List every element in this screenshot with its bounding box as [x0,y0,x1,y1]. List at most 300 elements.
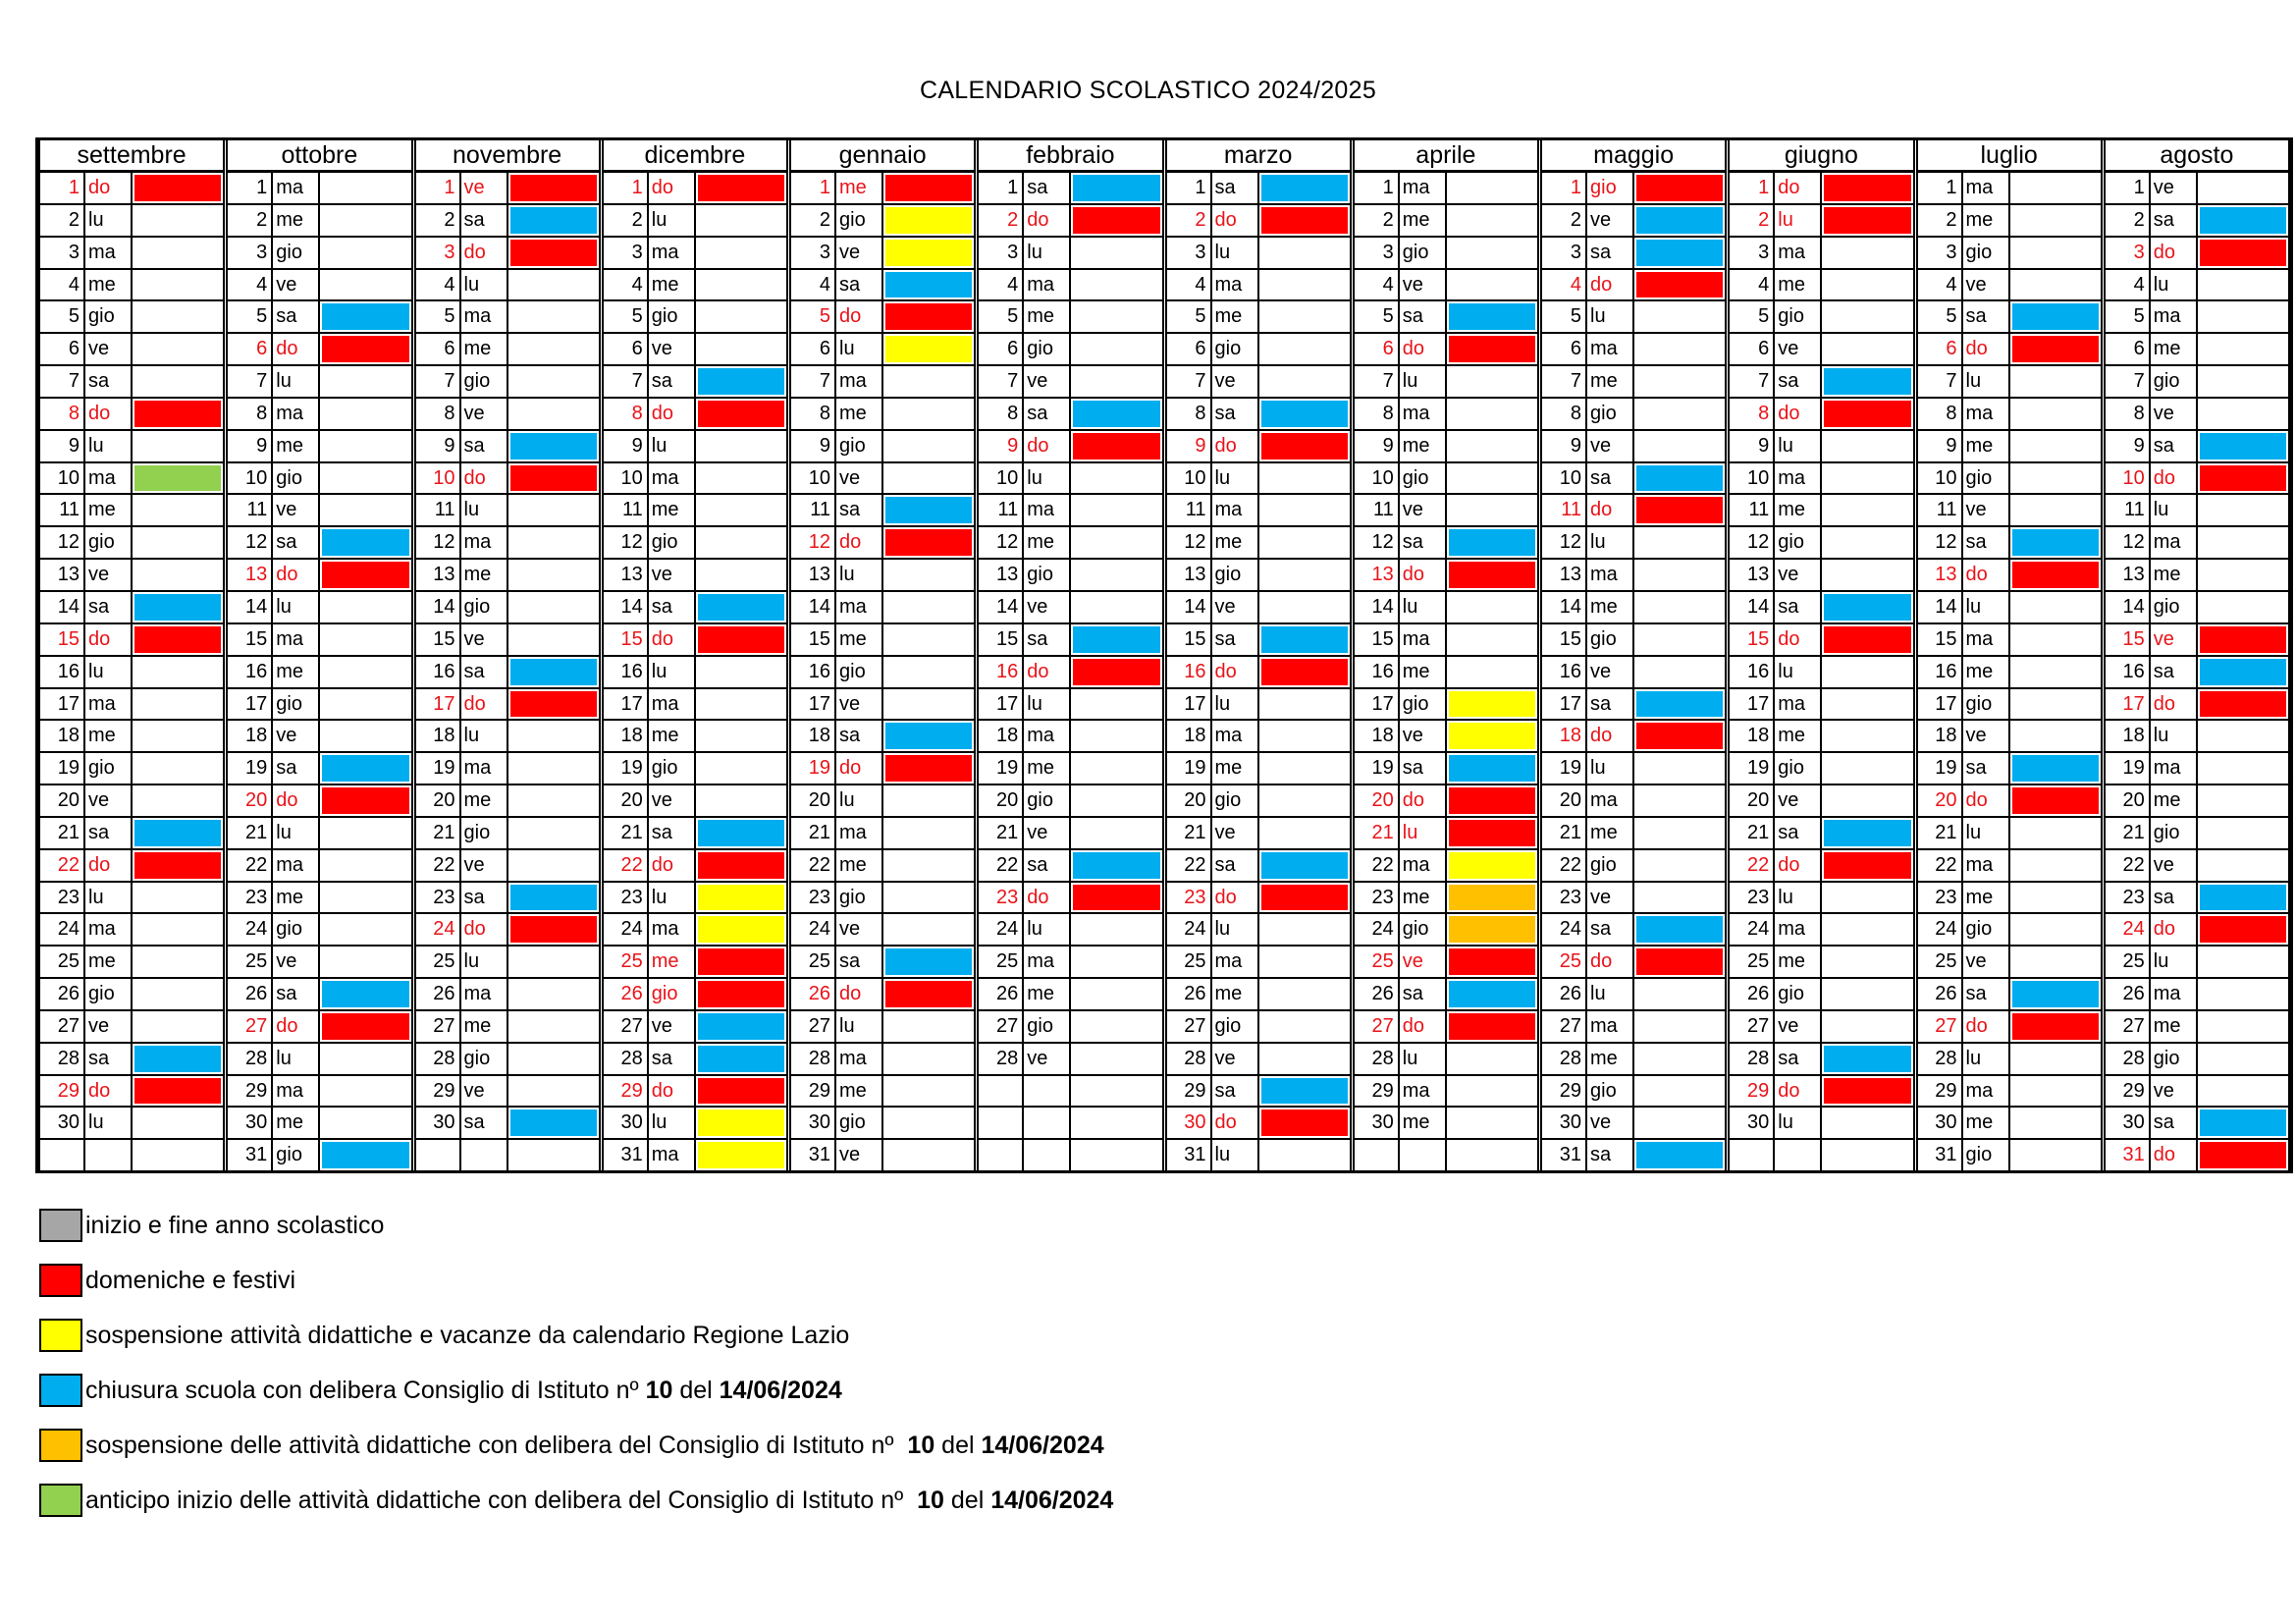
day-color-cell [2012,691,2099,718]
day-row [979,592,1161,624]
day-row [1918,560,2101,592]
day-color-cell [698,1109,784,1136]
day-color-cell [2012,1078,2099,1105]
day-row [228,657,410,689]
weekday: gio [85,301,133,332]
legend-text: chiusura scuola con delibera Consiglio di Istituto nº [85,1376,646,1404]
day-row [1355,592,1537,624]
day-number: 5 [1355,301,1400,332]
weekday: lu [1212,689,1259,720]
day-color-cell [885,981,972,1007]
day-row [416,689,599,722]
day-color-cell [1449,1046,1535,1072]
legend-item [39,1473,1113,1528]
day-row [228,238,410,270]
day-number: 30 [2106,1108,2151,1138]
day-color-cell [698,981,784,1007]
day-number: 4 [1918,270,1963,300]
day-color-cell [1636,1142,1723,1168]
day-number: 6 [791,334,836,364]
day-row [604,914,786,947]
day-color-cell [1073,433,1159,460]
weekday: me [1587,818,1634,848]
day-number: 7 [1355,366,1400,397]
day-number: 13 [416,560,461,590]
day-color-cell [510,497,597,523]
day-color-cell [698,594,784,621]
weekday: do [85,624,133,655]
day-color-cell [2012,529,2099,556]
day-row [40,1011,223,1044]
weekday: gio [1212,560,1259,590]
day-number: 14 [40,592,85,622]
day-color-cell [2012,594,2099,621]
weekday: ve [2151,173,2198,203]
day-number: 20 [1730,785,1775,816]
day-row [1918,947,2101,979]
weekday: lu [461,947,508,977]
weekday: ve [85,560,133,590]
weekday: ve [1587,657,1634,687]
month-name: maggio [1542,140,1725,173]
day-number: 28 [1918,1044,1963,1074]
day-number: 1 [1542,173,1587,203]
day-number: 30 [1918,1108,1963,1138]
day-row [416,914,599,947]
day-number: 19 [1542,753,1587,784]
day-row [1542,334,1725,366]
day-color-cell [1636,272,1723,298]
weekday: me [1212,527,1259,558]
day-row [1542,205,1725,238]
day-color-cell [1449,272,1535,298]
weekday: me [1400,431,1447,461]
day-number: 28 [40,1044,85,1074]
weekday: sa [1212,399,1259,429]
day-color-cell [885,723,972,749]
day-row [979,1140,1161,1170]
day-row [1355,205,1537,238]
day-row [416,463,599,496]
day-color-cell [510,1142,597,1168]
day-color-cell [1636,594,1723,621]
day-number: 23 [1167,883,1212,913]
weekday: me [461,1011,508,1042]
day-number: 9 [1355,431,1400,461]
day-color-cell [2200,885,2286,911]
day-color-cell [1261,852,1348,879]
day-number: 13 [228,560,273,590]
weekday: sa [273,301,320,332]
day-number: 1 [791,173,836,203]
day-color-cell [1261,497,1348,523]
day-color-cell [510,594,597,621]
day-row [604,1011,786,1044]
weekday: do [1587,495,1634,525]
weekday: me [1775,270,1822,300]
weekday: lu [1775,883,1822,913]
weekday: me [2151,334,2198,364]
month-column-dicembre [602,140,788,1170]
day-number: 8 [2106,399,2151,429]
day-row [979,1044,1161,1076]
day-color-cell [1824,529,1910,556]
day-row [979,785,1161,818]
weekday: me [1400,883,1447,913]
day-number: 11 [1918,495,1963,525]
month-name: dicembre [604,140,786,173]
day-color-cell [885,852,972,879]
day-color-cell [2012,755,2099,782]
day-color-cell [134,691,221,718]
day-color-cell [1636,336,1723,362]
weekday: gio [1963,914,2010,945]
day-row [791,173,974,205]
day-number: 24 [791,914,836,945]
day-number: 22 [2106,850,2151,881]
weekday: sa [1775,1044,1822,1074]
day-color-cell [322,659,408,685]
weekday: me [1963,431,2010,461]
day-color-cell [885,433,972,460]
day-color-cell [698,691,784,718]
day-color-cell [1261,401,1348,427]
day-row [1918,334,2101,366]
day-number: 19 [604,753,649,784]
weekday: ma [1024,721,1071,751]
day-row [40,270,223,302]
day-color-cell [2012,885,2099,911]
weekday: lu [1400,366,1447,397]
day-color-cell [1824,981,1910,1007]
day-number: 25 [416,947,461,977]
day-row [604,334,786,366]
day-number: 24 [1542,914,1587,945]
month-name: febbraio [979,140,1161,173]
day-number: 23 [416,883,461,913]
day-number: 22 [416,850,461,881]
day-color-cell [885,1013,972,1040]
day-row [2106,173,2288,205]
day-row [416,431,599,463]
day-number: 22 [40,850,85,881]
day-color-cell [1636,755,1723,782]
day-number: 19 [1918,753,1963,784]
weekday: me [836,624,883,655]
day-number: 2 [416,205,461,236]
day-color-cell [2200,820,2286,846]
day-color-cell [1073,207,1159,234]
day-number: 4 [228,270,273,300]
weekday: do [1775,399,1822,429]
day-number: 23 [604,883,649,913]
weekday: lu [649,431,696,461]
day-row [1730,366,1912,399]
day-number: 15 [1355,624,1400,655]
weekday: gio [273,238,320,268]
month-name: agosto [2106,140,2288,173]
day-color-cell [885,1142,972,1168]
day-number: 4 [791,270,836,300]
day-number: 6 [2106,334,2151,364]
day-color-cell [1073,885,1159,911]
day-color-cell [698,303,784,330]
day-number: 15 [791,624,836,655]
weekday: sa [1963,301,2010,332]
day-color-cell [322,529,408,556]
day-number: 17 [2106,689,2151,720]
weekday: lu [1212,238,1259,268]
day-row [40,850,223,883]
day-row [40,785,223,818]
day-row [2106,721,2288,753]
day-color-cell [885,336,972,362]
day-number: 10 [416,463,461,494]
day-row [979,947,1161,979]
weekday: sa [461,205,508,236]
day-row [2106,1140,2288,1170]
weekday: me [1024,301,1071,332]
day-color-cell [2012,175,2099,201]
day-number: 19 [1167,753,1212,784]
weekday: sa [273,753,320,784]
day-color-cell [1261,1078,1348,1105]
day-row [228,592,410,624]
weekday: gio [649,527,696,558]
weekday: gio [1587,399,1634,429]
day-color-cell [1073,820,1159,846]
day-number: 6 [1918,334,1963,364]
day-color-cell [322,562,408,588]
weekday: gio [1024,1011,1071,1042]
day-row [791,657,974,689]
weekday: lu [85,431,133,461]
day-color-cell [1824,433,1910,460]
day-number: 23 [1355,883,1400,913]
day-number: 28 [979,1044,1024,1074]
weekday: me [85,721,133,751]
day-row [1167,721,1350,753]
day-color-cell [510,465,597,492]
weekday: ve [1212,1044,1259,1074]
weekday: sa [2151,883,2198,913]
day-color-cell [510,885,597,911]
day-row [1918,205,2101,238]
weekday: me [649,721,696,751]
day-number: 7 [604,366,649,397]
day-row [2106,1011,2288,1044]
day-row [979,205,1161,238]
day-color-cell [1261,562,1348,588]
weekday: ve [1400,495,1447,525]
weekday: ve [1775,785,1822,816]
weekday: ve [2151,850,2198,881]
day-color-cell [1261,787,1348,814]
day-number: 9 [1918,431,1963,461]
weekday: ve [2151,399,2198,429]
day-number: 4 [1355,270,1400,300]
day-number: 12 [979,527,1024,558]
weekday: sa [649,592,696,622]
day-number: 1 [2106,173,2151,203]
weekday: do [649,399,696,429]
day-row [1918,399,2101,431]
day-row [228,560,410,592]
weekday: ve [836,689,883,720]
day-row [1355,1076,1537,1109]
day-number: 11 [1167,495,1212,525]
day-row [1918,1076,2101,1109]
day-row [1542,753,1725,785]
day-number: 23 [40,883,85,913]
day-color-cell [2200,303,2286,330]
weekday: lu [2151,721,2198,751]
day-number: 13 [1542,560,1587,590]
month-name: ottobre [228,140,410,173]
day-row [1918,592,2101,624]
day-row [1355,850,1537,883]
weekday: do [649,1076,696,1107]
weekday: me [1024,753,1071,784]
day-color-cell [1073,401,1159,427]
day-number: 20 [1167,785,1212,816]
day-row [416,785,599,818]
day-row [1918,301,2101,334]
day-row [2106,1044,2288,1076]
weekday: sa [1400,301,1447,332]
day-number: 1 [1355,173,1400,203]
weekday: do [1963,1011,2010,1042]
day-row [416,1140,599,1170]
day-row [1167,205,1350,238]
day-number: 16 [40,657,85,687]
day-color-cell [2200,1078,2286,1105]
day-number: 6 [1167,334,1212,364]
day-row [1542,399,1725,431]
day-number: 13 [791,560,836,590]
day-color-cell [1449,240,1535,266]
day-color-cell [322,303,408,330]
day-color-cell [134,1013,221,1040]
day-row [228,883,410,915]
day-row [2106,979,2288,1011]
day-row [604,1108,786,1140]
day-row [1918,173,2101,205]
day-color-cell [885,303,972,330]
day-row [40,399,223,431]
day-number: 9 [604,431,649,461]
day-number: 3 [1730,238,1775,268]
month-column-gennaio [789,140,976,1170]
day-color-cell [1636,691,1723,718]
day-number [1730,1140,1775,1170]
day-color-cell [1636,401,1723,427]
day-number: 16 [979,657,1024,687]
day-color-cell [2012,659,2099,685]
day-row [604,1076,786,1109]
weekday: ma [649,1140,696,1170]
day-row [604,753,786,785]
day-color-cell [698,1142,784,1168]
day-number: 2 [1167,205,1212,236]
day-row [1542,1140,1725,1170]
day-color-cell [1261,175,1348,201]
day-row [1167,657,1350,689]
day-number: 22 [1542,850,1587,881]
day-number: 9 [416,431,461,461]
day-number: 31 [1167,1140,1212,1170]
day-color-cell [698,852,784,879]
day-number: 22 [979,850,1024,881]
day-row [1542,270,1725,302]
day-color-cell [322,820,408,846]
day-row [791,947,974,979]
weekday: do [1400,1011,1447,1042]
weekday: me [836,1076,883,1107]
day-row [1542,173,1725,205]
weekday: me [461,560,508,590]
day-number: 28 [2106,1044,2151,1074]
day-row [604,301,786,334]
day-number: 11 [791,495,836,525]
day-row [979,657,1161,689]
day-row [1167,883,1350,915]
day-row [1542,883,1725,915]
day-row [791,463,974,496]
day-row [1730,818,1912,850]
day-row [2106,301,2288,334]
day-color-cell [322,1013,408,1040]
day-color-cell [134,1109,221,1136]
day-row [791,301,974,334]
day-row [228,1076,410,1109]
day-color-cell [1073,755,1159,782]
weekday: ma [1587,785,1634,816]
day-number: 12 [1167,527,1212,558]
legend-text: inizio e fine anno scolastico [85,1211,385,1239]
weekday: ve [85,1011,133,1042]
day-color-cell [1073,368,1159,395]
day-color-cell [322,465,408,492]
weekday: ve [1400,721,1447,751]
weekday: gio [1400,463,1447,494]
day-row [1730,979,1912,1011]
day-color-cell [698,1046,784,1072]
day-number: 28 [604,1044,649,1074]
day-number: 16 [1730,657,1775,687]
day-number: 29 [416,1076,461,1107]
day-number: 21 [416,818,461,848]
day-number: 29 [604,1076,649,1107]
day-color-cell [322,594,408,621]
day-row [2106,238,2288,270]
day-color-cell [1449,916,1535,943]
weekday: sa [2151,657,2198,687]
day-number: 25 [1918,947,1963,977]
day-number: 16 [1542,657,1587,687]
day-color-cell [1636,529,1723,556]
day-color-cell [2200,240,2286,266]
day-color-cell [510,1013,597,1040]
day-number: 1 [416,173,461,203]
day-color-cell [2200,368,2286,395]
day-number: 7 [2106,366,2151,397]
weekday: ve [273,495,320,525]
day-color-cell [1073,626,1159,653]
day-row [1355,527,1537,560]
day-number: 25 [979,947,1024,977]
day-row [1918,1140,2101,1170]
